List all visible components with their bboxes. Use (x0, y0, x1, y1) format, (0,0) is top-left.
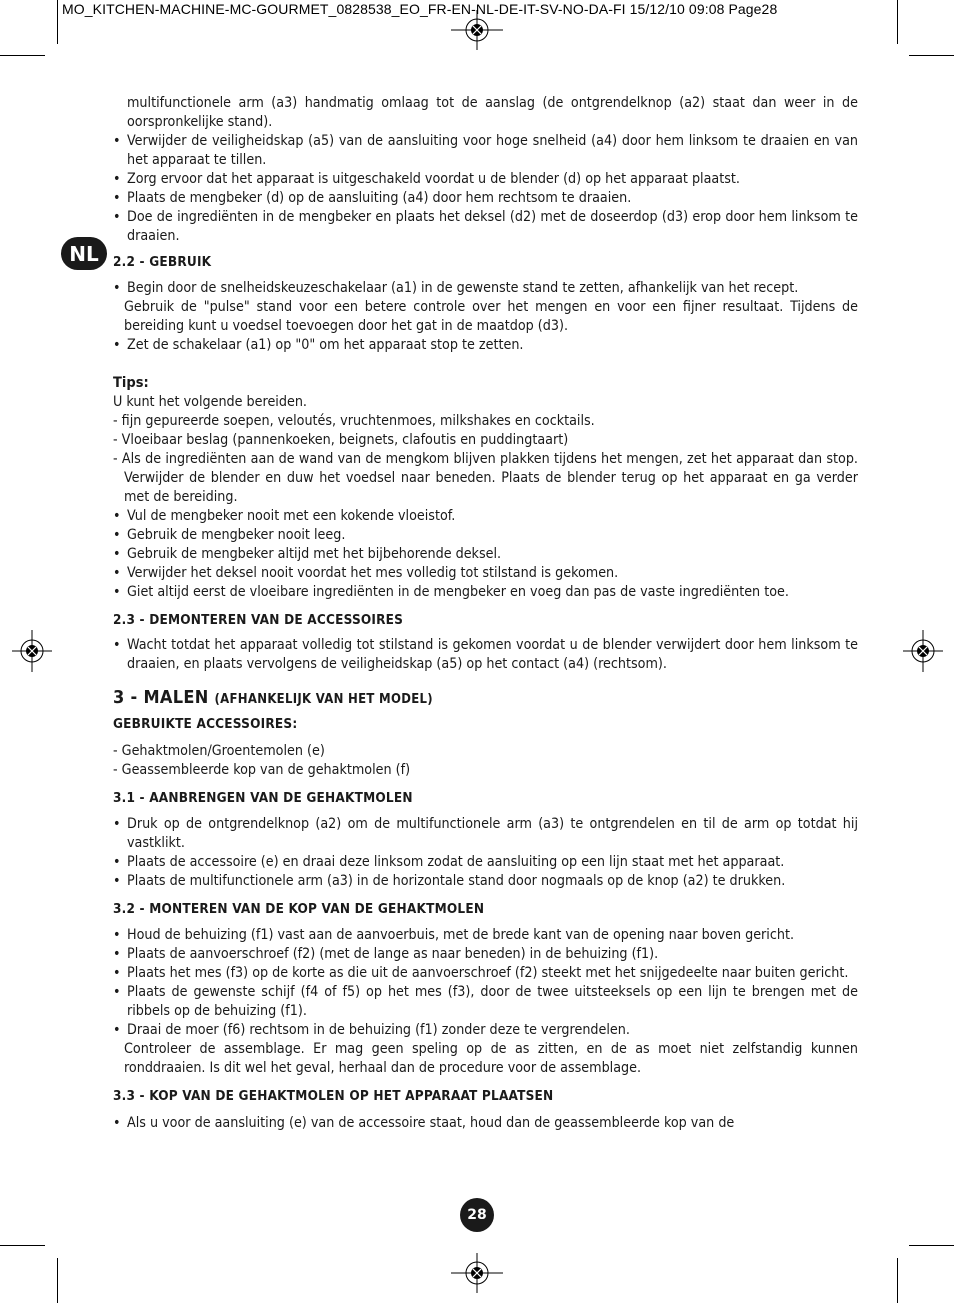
list-item: • Begin door de snelheidskeuzeschakelaar (a1) in de gewenste stand te zetten, afhankelijk van het recept. (113, 279, 858, 298)
note-paragraph: Controleer de assemblage. Er mag geen speling op de as zitten, en de as moet niet zelfstandig kunnen ronddraaien. Is dit wel het geval, herhaal dan de procedure voor de assemblage. (124, 1041, 858, 1076)
list-item: • Zet de schakelaar (a1) op "0" om het apparaat stop te zetten. (113, 336, 858, 355)
list-item: • Druk op de ontgrendelknop (a2) om de multifunctionele arm (a3) te ontgrendelen en til de arm op totdat hij vastklikt. (113, 815, 858, 853)
list-item: • Plaats het mes (f3) op de korte as die uit de aanvoerschroef (f2) steekt met het snijgedeelte naar buiten gericht. (113, 964, 858, 983)
crop-mark (909, 1245, 954, 1246)
list-item: • Doe de ingrediënten in de mengbeker en plaats het deksel (d2) met de doseerdop (d3) erop door hem linksom te draaien. (113, 208, 858, 246)
list-item: - Als de ingrediënten aan de wand van de mengkom blijven plakken tijdens het mengen, zet het apparaat dan stop. Verwijder de blender en duw het voedsel naar beneden. Plaats de blender terug op het apparaat en ga verder met de bereiding. (113, 450, 858, 507)
list-item: • Plaats de mengbeker (d) op de aansluiting (a4) door hem rechtsom te draaien. (113, 189, 858, 208)
list-item: - Vloeibaar beslag (pannenkoeken, beignets, clafoutis en puddingtaart) (113, 431, 858, 450)
note-paragraph: Gebruik de "pulse" stand voor een betere controle over het mengen en voor een fijner resultaat. Tijdens de bereiding kunt u voedsel toevoegen door het gat in de maatdop (d3). (124, 299, 858, 334)
list-item: • Verwijder het deksel nooit voordat het mes volledig tot stilstand is gekomen. (113, 564, 858, 583)
list-item: • Houd de behuizing (f1) vast aan de aanvoerbuis, met de brede kant van de opening naar boven gericht. (113, 926, 858, 945)
list-item: - fijn gepureerde soepen, veloutés, vruchtenmoes, milkshakes en cocktails. (113, 412, 858, 431)
language-badge: NL (61, 237, 107, 270)
registration-mark-icon (451, 1253, 503, 1293)
crop-mark (909, 55, 954, 56)
list-item: • Draai de moer (f6) rechtsom in de behuizing (f1) zonder deze te vergrendelen. (113, 1021, 858, 1040)
page-content (113, 94, 858, 1133)
page-number: 28 (460, 1198, 494, 1232)
section-heading-3-1: 3.1 - AANBRENGEN VAN DE GEHAKTMOLEN (113, 790, 413, 806)
accessories-heading: GEBRUIKTE ACCESSOIRES: (113, 716, 298, 732)
crop-mark (0, 55, 45, 56)
list-item: • Giet altijd eerst de vloeibare ingrediënten in de mengbeker en voeg dan pas de vaste ingrediënten toe. (113, 583, 858, 602)
section-heading-3-qualifier: (AFHANKELIJK VAN HET MODEL) (214, 692, 433, 707)
crop-mark (57, 1258, 58, 1303)
list-item: • Gebruik de mengbeker altijd met het bijbehorende deksel. (113, 545, 858, 564)
section-heading-3-main: 3 - MALEN (113, 687, 209, 708)
crop-mark (897, 0, 898, 44)
registration-mark-icon (451, 10, 503, 50)
list-item: • Als u voor de aansluiting (e) van de accessoire staat, houd dan de geassembleerde kop van de (113, 1114, 858, 1133)
crop-mark (897, 1258, 898, 1303)
list-item: • Zorg ervoor dat het apparaat is uitgeschakeld voordat u de blender (d) op het apparaat plaatst. (113, 170, 858, 189)
list-item: • Plaats de multifunctionele arm (a3) in de horizontale stand door nogmaals op de knop (a2) te drukken. (113, 872, 858, 891)
crop-mark (0, 1245, 45, 1246)
list-item: - Geassembleerde kop van de gehaktmolen (f) (113, 761, 858, 780)
registration-mark-icon (903, 630, 943, 672)
tips-intro: U kunt het volgende bereiden. (113, 394, 307, 410)
section-heading-3 (113, 688, 858, 709)
section-heading-2-2: 2.2 - GEBRUIK (113, 254, 212, 270)
list-item: • Wacht totdat het apparaat volledig tot stilstand is gekomen voordat u de blender verwijdert door hem linksom te draaien, en plaats vervolgens de veiligheidskap (a5) op het contact (a4) (rechtsom). (113, 636, 858, 674)
list-item: • Vul de mengbeker nooit met een kokende vloeistof. (113, 507, 858, 526)
continued-paragraph: multifunctionele arm (a3) handmatig omlaag tot de aanslag (de ontgrendelknop (a2) staat dan weer in de oorspronkelijke stand). (127, 95, 858, 130)
tips-heading: Tips: (113, 375, 149, 391)
crop-mark (57, 0, 58, 44)
list-item: • Gebruik de mengbeker nooit leeg. (113, 526, 858, 545)
section-heading-2-3: 2.3 - DEMONTEREN VAN DE ACCESSOIRES (113, 612, 404, 628)
list-item: • Plaats de accessoire (e) en draai deze linksom zodat de aansluiting op een lijn staat met het apparaat. (113, 853, 858, 872)
print-header: MO_KITCHEN-MACHINE-MC-GOURMET_0828538_EO_FR-EN-NL-DE-IT-SV-NO-DA-FI 15/12/10 09:08 Page28 (62, 1, 778, 17)
list-item: - Gehaktmolen/Groentemolen (e) (113, 742, 858, 761)
list-item: • Verwijder de veiligheidskap (a5) van de aansluiting voor hoge snelheid (a4) door hem linksom te draaien en van het apparaat te tillen. (113, 132, 858, 170)
section-heading-3-3: 3.3 - KOP VAN DE GEHAKTMOLEN OP HET APPARAAT PLAATSEN (113, 1088, 554, 1104)
section-heading-3-2: 3.2 - MONTEREN VAN DE KOP VAN DE GEHAKTMOLEN (113, 901, 485, 917)
registration-mark-icon (12, 630, 52, 672)
list-item: • Plaats de gewenste schijf (f4 of f5) op het mes (f3), door de twee uitsteeksels op een lijn te brengen met de ribbels op de behuizing (f1). (113, 983, 858, 1021)
list-item: • Plaats de aanvoerschroef (f2) (met de lange as naar beneden) in de behuizing (f1). (113, 945, 858, 964)
